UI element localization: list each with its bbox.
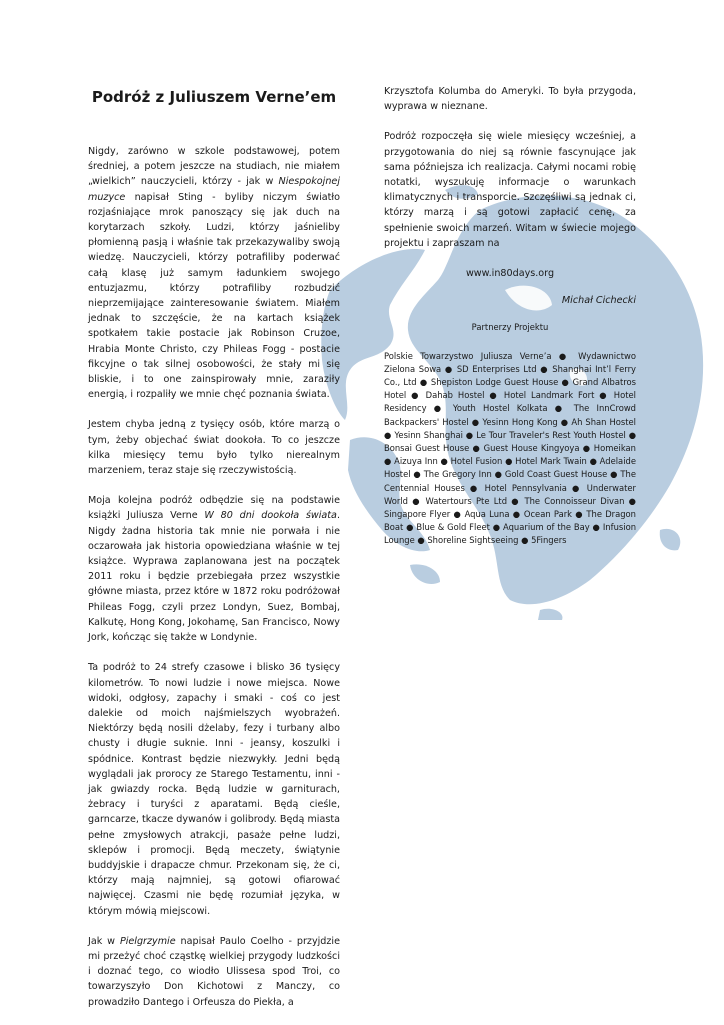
left-column <box>88 144 340 1025</box>
article-title: Podróż z Juliuszem Verne’em <box>91 88 337 106</box>
partners-list: Polskie Towarzystwo Juliusza Verne’a ● Wydawnictwo Zielona Sowa ● SD Enterprises Ltd ● Shanghai Int’l Ferry Co., Ltd ● Shepiston Lodge Guest House ● Grand Albatros Hotel ● Dahab Hostel ● Hotel Landmark Fort ● Hotel Residency ● Youth Hostel Kolkata ● The InnCrowd Backpackers' Hostel ● Yesinn Hong Kong ● Ah Shan Hostel ● Yesinn Shanghai ● Le Tour Traveler's Rest Youth Hostel ● Bonsai Guest House ● Guest House Kingyoya ● Homeikan ● Aizuya Inn ● Hotel Fusion ● Hotel Mark Twain ● Adelaide Hostel ● The Gregory Inn ● Gold Coast Guest House ● The Centennial Houses ● Hotel Pennsylvania ● Underwater World ● Watertours Pte Ltd ● The Connoisseur Divan ● Singapore Flyer ● Aqua Luna ● Ocean Park ● The Dragon Boat ● Blue & Gold Fleet ● Aquarium of the Bay ● Infusion Lounge ● Shoreline Sightseeing ● 5Fingers <box>384 350 636 546</box>
partners-heading: Partnerzy Projektu <box>471 322 549 333</box>
right-column <box>384 84 636 548</box>
paragraph: Jak w Pielgrzymie napisał Paulo Coelho - przyjdzie mi przeżyć choć cząstkę wielkiej przygody ludzkości i doznać tego, co wiodło Ulissesa spod Troi, co towarzyszyło Don Kichotowi z Manczy, co prowadziło Dantego i Orfeusza do Piekła, a <box>88 935 340 1008</box>
paragraph: Podróż rozpoczęła się wiele miesięcy wcześniej, a przygotowania do niej są równie fascynujące jak sama późniejsza ich realizacja. Całymi nocami robię notatki, wyszukuję informacje o warunkach klimatycznych i transporcie. Szczęśliwi są jednak ci, którzy marzą i są gotowi zapłacić cenę, za spełnienie swoich marzeń. Witam w świecie mojego projektu i zapraszam na <box>384 131 636 249</box>
paragraph: Moja kolejna podróż odbędzie się na podstawie książki Juliusza Verne W 80 dni dookoła świata. Nigdy żadna historia tak mnie nie porwała i nie oczarowała jak historia opowiedziana właśnie w tej książce. Wyprawa zaplanowana jest na początek 2011 roku i będzie przebiegała przez wszystkie główne miasta, przez które w 1872 roku podróżował Phileas Fogg, czyli przez Londyn, Suez, Bombaj, Kalkutę, Hong Kong, Jokohamę, San Francisco, Nowy Jork, kończąc się także w Londynie. <box>88 495 340 644</box>
paragraph: Jestem chyba jedną z tysięcy osób, które marzą o tym, żeby objechać świat dookoła. To co jeszcze kilka miesięcy temu było tylko nierealnym marzeniem, teraz staje się rzeczywistością. <box>88 419 340 477</box>
author-signature: Michał Cichecki <box>561 295 636 307</box>
website-url: www.in80days.org <box>465 268 555 280</box>
paragraph: Nigdy, zarówno w szkole podstawowej, potem średniej, a potem jeszcze na studiach, nie miałem „wielkich” nauczycieli, którzy - jak w Niespokojnej muzyce napisał Sting - byliby niczym światło rozjaśniające mrok panoszący się jak duch na korytarzach szkoły. Ludzi, którzy jaśnieliby płomienną pasją i właśnie tak przekazywaliby swoją wiedzę. Nauczycieli, którzy potrafiliby poderwać całą klasę już samym ładunkiem swojego entuzjazmu, którzy potrafiliby rozbudzić nieprzemijające zainteresowanie światem. Miałem jednak to szczęście, że na kartach książek spotkałem takie postacie jak Robinson Cruzoe, Hrabia Monte Christo, czy Phileas Fogg - postacie fikcyjne o tak silnej osobowości, że stały mi się bliskie, i to one zainspirowały mnie, zaraziły energią, i rozpaliły we mnie chęć poznania świata. <box>88 146 340 401</box>
paragraph: Krzysztofa Kolumba do Ameryki. To była przygoda, wyprawa w nieznane. <box>384 86 636 113</box>
paragraph: Ta podróż to 24 strefy czasowe i blisko 36 tysięcy kilometrów. To nowi ludzie i nowe miejsca. Nowe widoki, odgłosy, zapachy i smaki - coś co jest dalekie od moich najśmielszych wyobrażeń. Niektórzy będą nosili dżelaby, fezy i turbany albo chusty i długie suknie. Inni - jeansy, koszulki i spódnice. Kontrast będzie niezwykły. Jedni będą wyglądali jak prorocy ze Starego Testamentu, inni - jak gwiazdy rocka. Będą ludzie w garniturach, żebracy i turyści z aparatami. Będą cieśle, garncarze, tkacze dywanów i golibrody. Będą miasta pełne zmysłowych atrakcji, pasaże pełne ludzi, sklepów i promocji. Będą meczety, świątynie buddyjskie i drapacze chmur. Przekonam się, że ci, którzy mają najmniej, są gotowi ofiarować najwięcej. Czasmi nie będę rozumiał języka, w którym mówią miejscowi. <box>88 662 340 917</box>
